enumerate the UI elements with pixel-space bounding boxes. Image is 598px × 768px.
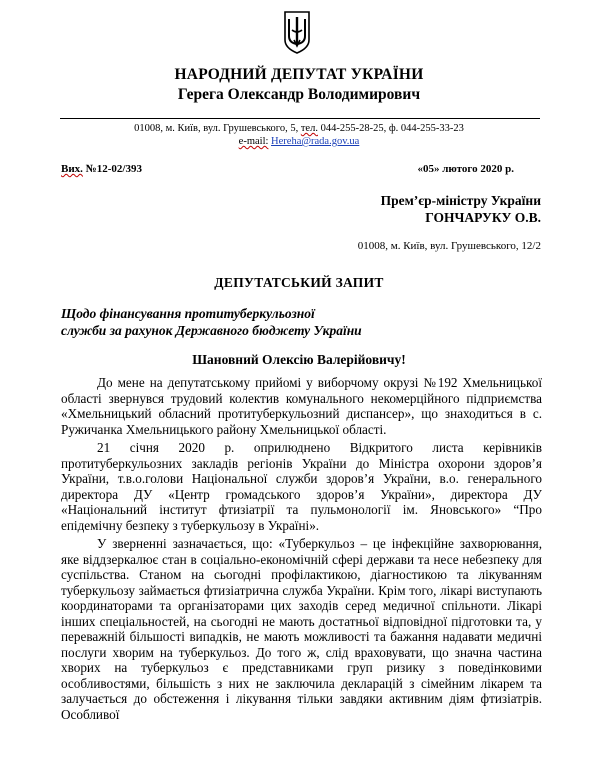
address-suffix: 044-255-28-25, ф. 044-255-33-23 (317, 123, 464, 134)
deputy-title: НАРОДНИЙ ДЕПУТАТ УКРАЇНИ (174, 66, 424, 83)
document-date: «05» лютого 2020 р. (417, 163, 514, 175)
address-prefix: 01008, м. Київ, вул. Грушевського, 5, (134, 123, 301, 134)
trident-emblem-icon (282, 10, 312, 54)
greeting: Шановний Олексію Валерійовичу! (192, 352, 406, 367)
recipient-position: Прем’єр-міністру України (380, 193, 541, 208)
recipient-address: 01008, м. Київ, вул. Грушевського, 12/2 (357, 240, 541, 252)
email-link[interactable]: Hereha@rada.gov.ua (271, 136, 360, 147)
deputy-name: Герега Олександр Володимирович (177, 86, 421, 103)
subject-line-1: Щодо фінансування протитуберкульозної (61, 306, 315, 321)
address-tel-label: тел. (300, 123, 318, 134)
outgoing-label: Вих. (61, 163, 83, 175)
outgoing-number (61, 163, 142, 175)
document-subject (61, 305, 362, 339)
paragraph-3: У зверненні зазначається, що: «Туберкульоз – це інфекційне захворювання, яке віддзеркалює стан в соціально-економічній сфері держави та несе небезпеку для суспільства. Станом на сьогодні профілактикою, діагностикою та лікуванням туберкульозу займається фтизіатрична служба України. Крім того, лікарі виступають координаторами та організаторами цих заходів серед медичної спільноти. Лікарі інших спеціальностей, на сьогодні не мають достатньої відповідної підготовки та, у переважній більшості випадків, не мають можливості та бажання надавати медичні послуги хворим на туберкульоз. До того ж, слід враховувати, що значна частина хворих на туберкульоз є представниками груп ризику з поведінковими особливостями, більшість з них не заключила декларацій з сімейним лікарем та залучається до обстеження і лікування тільки завдяки активним діям фтизіатрів. Особливої (61, 536, 542, 722)
paragraph-1: До мене на депутатському прийомі у виборчому окрузі №192 Хмельницької області звернувся трудовий колектив комунального некомерційного підприємства «Хмельницький обласний протитуберкульозний диспансер», що знаходиться в с. Ружичанка Хмельницького району Хмельницької області. (61, 375, 542, 437)
subject-line-2: служби за рахунок Державного бюджету України (61, 323, 362, 338)
document-body (61, 375, 542, 722)
document-title: ДЕПУТАТСЬКИЙ ЗАПИТ (214, 275, 384, 290)
outgoing-number-value: №12-02/393 (82, 163, 142, 175)
email-label: e-mail: (238, 136, 269, 147)
header-divider (60, 118, 540, 119)
paragraph-2: 21 січня 2020 р. оприлюднено Відкритого листа керівників протитуберкульозних закладів регіонів України до Міністра охорони здоров’я України, т.в.о.голови Національної служби здоров’я України, в.о. генерального директора ДУ «Центр громадського здоров’я України», директора ДУ «Національний інститут фтизіатрії та пульмонології ім. Яновського» “Про епідемічну безпеку з туберкульозу в Україні». (61, 440, 542, 533)
recipient-name: ГОНЧАРУКУ О.В. (425, 210, 541, 225)
sender-address (0, 122, 598, 148)
